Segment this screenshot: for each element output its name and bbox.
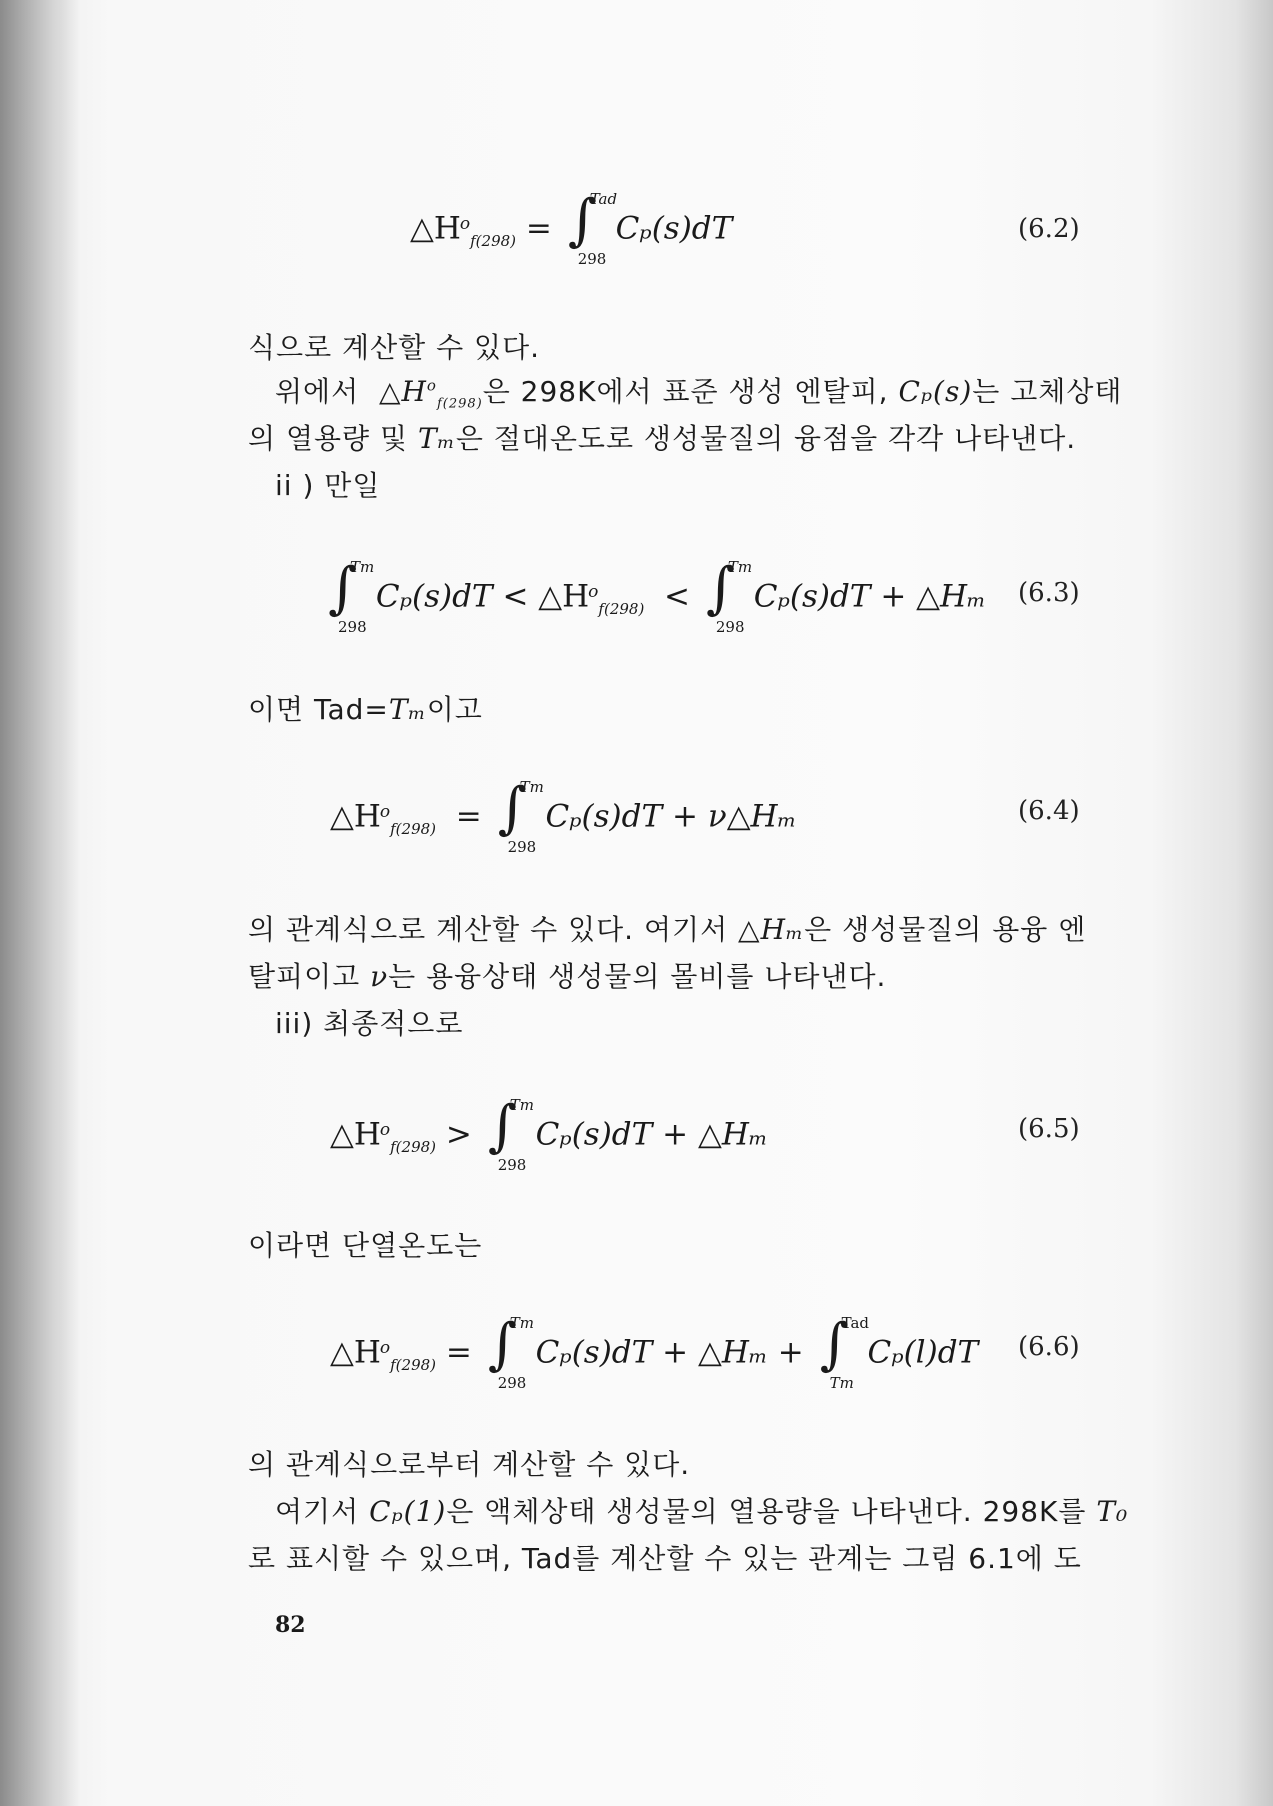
integral-sign: ∫ Tm 298 xyxy=(487,1312,534,1392)
superscript-o: o xyxy=(459,213,471,234)
equation-number-6-5: (6.5) xyxy=(1018,1114,1080,1144)
equation-number-6-3: (6.3) xyxy=(1018,578,1080,608)
integral-lower-limit: 298 xyxy=(577,250,607,268)
page-binding-edge xyxy=(0,0,80,1806)
integral-sign: ∫ Tm 298 xyxy=(328,556,375,636)
paragraph-line-11: 여기서 Cₚ(1)은 액체상태 생성물의 열용량을 나타낸다. 298K를 T₀ xyxy=(275,1495,1129,1528)
equation-6-4: $\triangle H^o_{f(298)}$ = ∫ Tm 298 Cₚ(s)dT + ν△Hₘ xyxy=(330,776,797,856)
paragraph-line-5: 이면 Tad=Tₘ이고 xyxy=(248,693,483,726)
integral-sign: ∫ Tm 298 xyxy=(497,776,544,856)
integral-sign: ∫ Tad Tm xyxy=(819,1312,869,1392)
equation-number-6-6: (6.6) xyxy=(1018,1332,1080,1362)
paragraph-line-2: 위에서 $\triangle H^o_{f(298)}$은 298K에서 표준 생성 엔탈피, Cₚ(s)는 고체상태 xyxy=(275,375,1123,412)
paragraph-line-9: 이라면 단열온도는 xyxy=(248,1229,483,1262)
cp-s-dt-term: Cₚ(s)dT xyxy=(615,210,733,247)
integral-upper-limit: Tad xyxy=(589,190,618,208)
paragraph-line-1: 식으로 계산할 수 있다. xyxy=(248,331,541,364)
subscript-f298: f(298) xyxy=(470,231,517,250)
paragraph-line-4: ii ) 만일 xyxy=(275,469,381,502)
equation-6-3: ∫ Tm 298 $C_p(s)dT < \triangle H^o_{f(298)}$ < ∫ Tm 298 Cₚ(s)dT + △Hₘ xyxy=(322,570,986,626)
equation-6-5: $\triangle H^o_{f(298)}$ > ∫ Tm 298 Cₚ(s)dT + △Hₘ xyxy=(330,1094,768,1174)
equation-6-2 xyxy=(410,188,733,268)
integral-sign: ∫ Tm 298 xyxy=(487,1094,534,1174)
equation-number-6-2: (6.2) xyxy=(1018,214,1080,244)
integral-sign: ∫ Tm 298 xyxy=(705,556,753,636)
integral-sign: ∫ Tad 298 xyxy=(567,188,618,268)
paragraph-line-6: 의 관계식으로 계산할 수 있다. 여기서 △Hₘ은 생성물질의 용융 엔 xyxy=(248,913,1087,946)
paragraph-line-3: 의 열용량 및 Tₘ은 절대온도로 생성물질의 융점을 각각 나타낸다. xyxy=(248,422,1077,455)
equals-sign: = xyxy=(525,210,552,247)
paragraph-line-12: 로 표시할 수 있으며, Tad를 계산할 수 있는 관계는 그림 6.1에 도 xyxy=(248,1542,1082,1575)
paragraph-line-10: 의 관계식으로부터 계산할 수 있다. xyxy=(248,1448,691,1481)
paragraph-line-8: iii) 최종적으로 xyxy=(275,1007,464,1040)
delta-h-symbol: △H xyxy=(410,210,461,247)
equation-6-6: $\triangle H^o_{f(298)}$ = ∫ Tm 298 Cₚ(s)dT + △Hₘ + ∫ Tad Tm Cₚ(l)dT xyxy=(330,1312,979,1392)
paragraph-line-7: 탈피이고 ν는 용융상태 생성물의 몰비를 나타낸다. xyxy=(248,960,887,993)
equation-number-6-4: (6.4) xyxy=(1018,796,1080,826)
page-number: 82 xyxy=(275,1612,306,1638)
